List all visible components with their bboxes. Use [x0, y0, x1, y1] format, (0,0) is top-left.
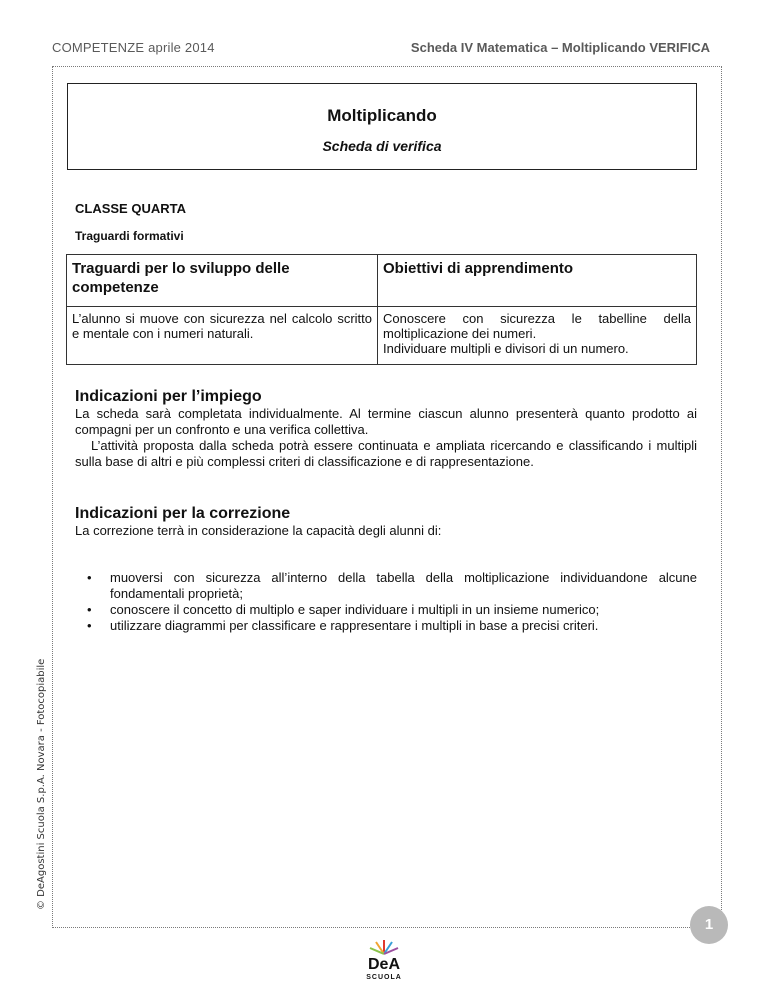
table-cell-traguardo: L’alunno si muove con sicurezza nel calcolo scritto e mentale con i numeri naturali.: [67, 307, 378, 365]
bullet-icon: •: [87, 570, 92, 585]
impiego-title: Indicazioni per l’impiego: [75, 388, 262, 405]
bullet-icon: •: [87, 602, 92, 617]
class-label: CLASSE QUARTA: [75, 201, 186, 216]
obiettivo-1: Conoscere con sicurezza le tabelline della moltiplicazione dei numeri.: [383, 311, 691, 341]
list-item: • utilizzare diagrammi per classificare e rappresentare i multipli in base a precisi criteri.: [87, 618, 599, 633]
correzione-list: [75, 570, 697, 634]
table-header-obiettivi: Obiettivi di apprendimento: [378, 255, 697, 307]
impiego-text: [75, 406, 697, 470]
objectives-table: [66, 254, 697, 365]
dea-scuola-logo: [362, 938, 406, 988]
list-item: • conoscere il concetto di multiplo e saper individuare i multipli in un insieme numerico;: [87, 602, 600, 617]
page-frame: [52, 66, 722, 928]
list-item: • muoversi con sicurezza all’interno della tabella della moltiplicazione individuandone alcune fondamentali proprietà;: [87, 570, 697, 601]
logo-rays-icon: [362, 938, 406, 956]
page-number-badge: 1: [690, 906, 728, 944]
header-left: COMPETENZE aprile 2014: [52, 40, 215, 55]
correzione-title: Indicazioni per la correzione: [75, 505, 291, 522]
obiettivo-2: Individuare multipli e divisori di un numero.: [383, 341, 629, 356]
table-header-traguardi: Traguardi per lo sviluppo delle competenze: [67, 255, 378, 307]
bullet-icon: •: [87, 618, 92, 633]
title-box: [67, 83, 697, 170]
header-right: Scheda IV Matematica – Moltiplicando VERIFICA: [410, 40, 710, 55]
page-subtitle: Scheda di verifica: [322, 138, 442, 154]
traguardi-heading: Traguardi formativi: [75, 229, 184, 243]
logo-tagline: SCUOLA: [366, 974, 402, 981]
copyright-notice: © DeAgostini Scuola S.p.A. Novara - Fotocopiabile: [36, 658, 47, 910]
logo-name: DeA: [367, 956, 400, 973]
page-title: Moltiplicando: [327, 106, 437, 125]
correzione-intro: La correzione terrà in considerazione la capacità degli alunni di:: [75, 523, 442, 538]
table-cell-obiettivi: [378, 307, 697, 365]
impiego-paragraph-2: L’attività proposta dalla scheda potrà essere continuata e ampliata ricercando e classificando i multipli sulla base di altri e più complessi criteri di classificazione e di rappresentazione.: [75, 438, 697, 469]
impiego-paragraph-1: La scheda sarà completata individualmente. Al termine ciascun alunno presenterà quanto prodotto ai compagni per un confronto e una verifica collettiva.: [75, 406, 697, 437]
